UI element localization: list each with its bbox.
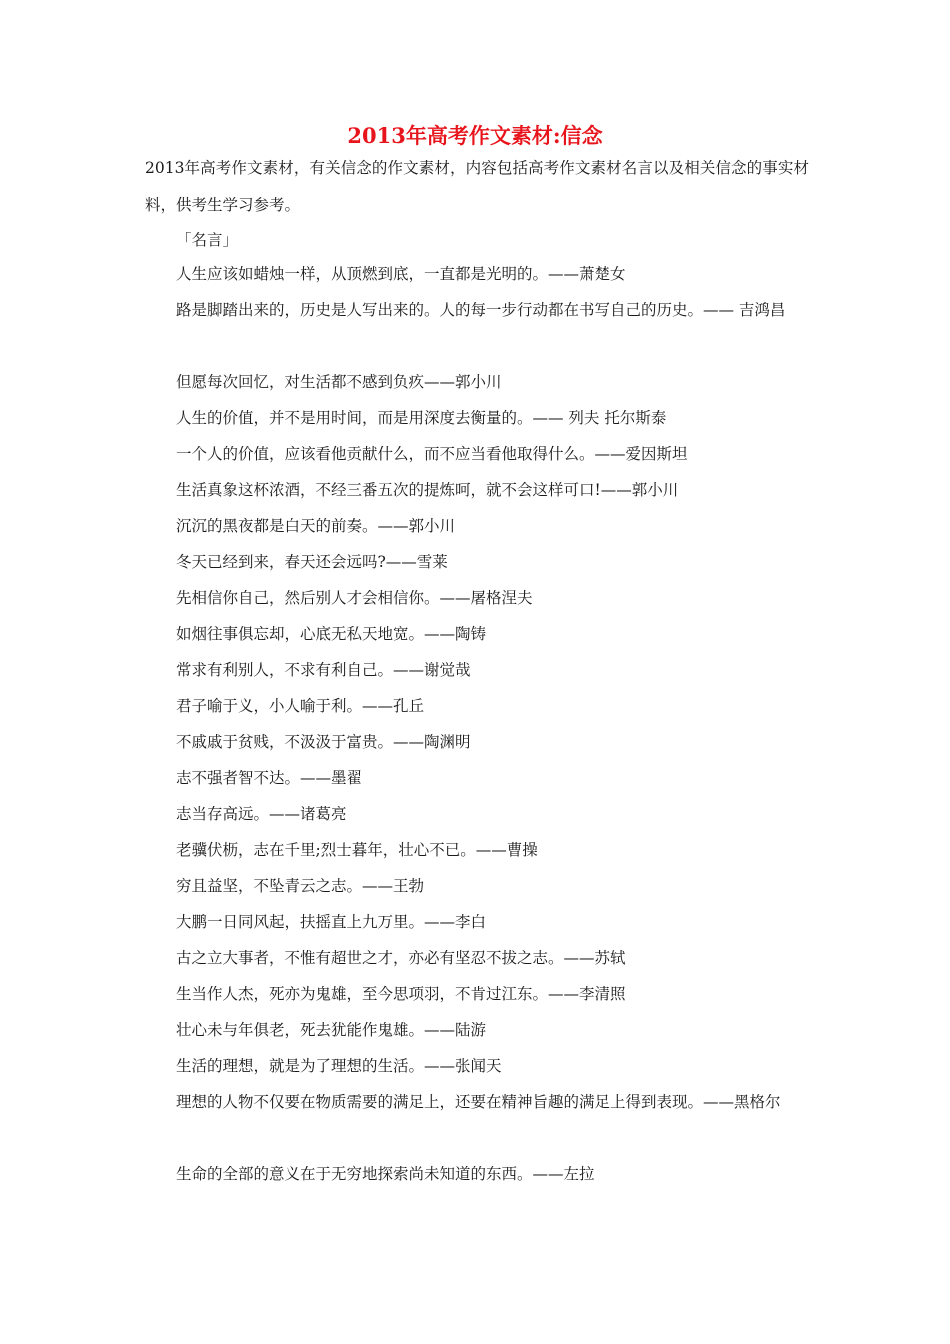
quote-paragraph: 志不强者智不达。——墨翟	[176, 769, 363, 787]
quote-paragraph: 君子喻于义，小人喻于利。——孔丘	[176, 697, 425, 715]
intro-paragraph: 2013年高考作文素材，有关信念的作文素材，内容包括高考作文素材名言以及相关信念的事实材料，供考生学习参考。	[145, 159, 809, 214]
quote-paragraph: 壮心未与年俱老，死去犹能作鬼雄。——陆游	[176, 1021, 487, 1039]
quote-paragraph: 先相信你自己，然后别人才会相信你。——屠格涅夫	[176, 589, 533, 607]
quote-paragraph: 如烟往事俱忘却，心底无私天地宽。——陶铸	[176, 625, 487, 643]
quote-paragraph: 人生的价值，并不是用时间，而是用深度去衡量的。—— 列夫 托尔斯泰	[176, 409, 667, 427]
quote-paragraph: 穷且益坚，不坠青云之志。——王勃	[176, 877, 425, 895]
quote-paragraph: 但愿每次回忆，对生活都不感到负疚——郭小川	[176, 373, 502, 391]
section-heading: 「名言」	[176, 231, 239, 249]
quote-paragraph: 生命的全部的意义在于无穷地探索尚未知道的东西。——左拉	[176, 1165, 595, 1183]
quote-paragraph: 路是脚踏出来的，历史是人写出来的。人的每一步行动都在书写自己的历史。—— 吉鸿昌	[176, 301, 786, 319]
quote-paragraph: 沉沉的黑夜都是白天的前奏。——郭小川	[176, 517, 456, 535]
quote-paragraph: 生活真象这杯浓酒，不经三番五次的提炼呵，就不会这样可口!——郭小川	[176, 481, 679, 499]
quote-paragraph: 生当作人杰，死亦为鬼雄，至今思项羽，不肯过江东。——李清照	[176, 985, 626, 1003]
quote-paragraph: 人生应该如蜡烛一样，从顶燃到底，一直都是光明的。——萧楚女	[176, 265, 626, 283]
quote-paragraph: 老骥伏枥，志在千里;烈士暮年，壮心不已。——曹操	[176, 841, 538, 859]
quote-paragraph: 常求有利别人，不求有利自己。——谢觉哉	[176, 661, 471, 679]
quote-paragraph: 一个人的价值，应该看他贡献什么，而不应当看他取得什么。——爱因斯坦	[176, 445, 688, 463]
quote-paragraph: 生活的理想，就是为了理想的生活。——张闻天	[176, 1057, 502, 1075]
document-title: 2013年高考作文素材:信念	[347, 123, 603, 148]
quote-paragraph: 大鹏一日同风起，扶摇直上九万里。——李白	[176, 913, 487, 931]
quote-paragraph: 志当存高远。——诸葛亮	[176, 805, 347, 823]
quote-paragraph: 古之立大事者，不惟有超世之才，亦必有坚忍不拔之志。——苏轼	[176, 949, 626, 967]
quote-paragraph: 冬天已经到来，春天还会远吗?——雪莱	[176, 553, 448, 571]
quote-paragraph: 不戚戚于贫贱，不汲汲于富贵。——陶渊明	[176, 733, 471, 751]
quote-paragraph: 理想的人物不仅要在物质需要的满足上，还要在精神旨趣的满足上得到表现。——黑格尔	[176, 1093, 781, 1111]
